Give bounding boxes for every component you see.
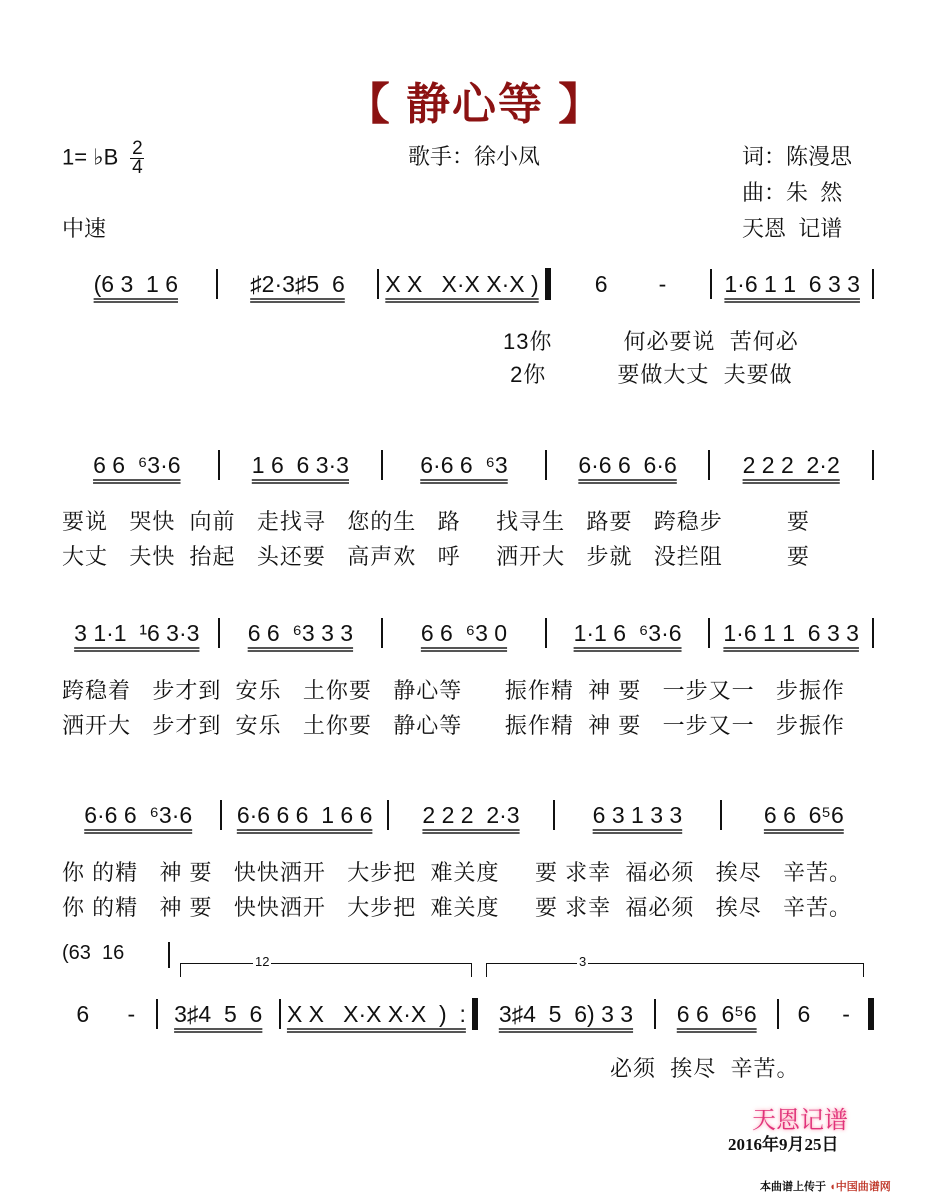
song-title: 【 静心等 】 [345, 80, 605, 129]
measure: 6·6 6 ⁶3·6 [84, 801, 193, 828]
lyrics-line: 要说 哭快 向前 走找寻 您的生 路 找寻生 路要 跨稳步 要 [62, 509, 810, 534]
tempo: 中速 [62, 216, 107, 241]
measure: (6 3 1 6 [93, 270, 179, 297]
measure: 6 6 6⁵6 [676, 1000, 757, 1027]
repeat-end [472, 998, 478, 1030]
footer [760, 1178, 891, 1194]
lyrics-line: 大丈 夫快 抬起 头还要 高声欢 呼 洒开大 步就 没拦阻 要 [62, 544, 810, 569]
transcriber: 天恩 记谱 [742, 216, 843, 241]
measure: 1·1 6 ⁶3·6 [573, 619, 682, 646]
pickup-notes: (63 16 [62, 942, 125, 964]
lyrics-line: 跨稳着 步才到 安乐 土你要 静心等 振作精 神 要 一步又一 步振作 [62, 678, 845, 703]
lyrics-line: 洒开大 步才到 安乐 土你要 静心等 振作精 神 要 一步又一 步振作 [62, 713, 845, 738]
measure: 2 2 2 2·2 [742, 451, 840, 478]
measure: 6 - [797, 1000, 850, 1027]
measure: 6 6 6⁵6 [763, 801, 844, 828]
measure: 6 - [594, 270, 667, 297]
barline [168, 942, 170, 968]
lyrics-line: 必须 挨尽 辛苦。 [610, 1056, 800, 1081]
lyrics-line: 你 的精 神 要 快快洒开 大步把 难关度 要 求幸 福必须 挨尽 辛苦。 [62, 895, 853, 920]
site-logo[interactable]: ◖中国曲谱网 [829, 1181, 891, 1193]
footer-text: 本曲谱上传于 [760, 1181, 826, 1193]
time-bottom: 4 [132, 157, 143, 178]
final-barline [868, 998, 874, 1030]
music-system-4 [62, 800, 880, 830]
measure: 3♯4 5 6 [174, 1000, 263, 1027]
repeat-start [545, 268, 551, 300]
lyrics-line: 2你 要做大丈 夫要做 [62, 362, 793, 387]
transcriber-stamp: 天恩记谱 [752, 1106, 848, 1134]
date: 2016年9月25日 [728, 1135, 839, 1154]
time-top: 2 [132, 138, 143, 159]
measure: 1·6 1 1 6 3 3 [724, 270, 860, 297]
measure: 3 1·1 ¹6 3·3 [74, 619, 200, 646]
volta-bracket-1 [180, 954, 472, 977]
measure: 6 - [76, 1000, 136, 1027]
measure: 6 3 1 3 3 [592, 801, 683, 828]
measure: 1·6 1 1 6 3 3 [723, 619, 859, 646]
site-link[interactable]: 中国曲谱网 [835, 1181, 891, 1193]
measure: 3♯4 5 6) 3 3 [498, 1000, 634, 1027]
key-signature [62, 140, 144, 177]
lyrics-line: 13你 何必要说 苦何必 [62, 329, 799, 354]
key-label: 1= ♭B [62, 144, 119, 170]
measure: X X X·X X·X ) [385, 270, 539, 297]
music-system-2 [62, 450, 880, 480]
music-system-3 [62, 618, 880, 648]
measure: ♯2·3♯5 6 [250, 270, 345, 297]
composer: 曲：朱 然 [742, 180, 843, 205]
measure: 2 2 2 2·3 [422, 801, 520, 828]
lyricist: 词：陈漫思 [742, 144, 853, 169]
volta-label: 12 [255, 954, 270, 969]
volta-label: 3 [579, 954, 587, 969]
time-signature [130, 140, 144, 177]
music-system-1 [62, 268, 880, 300]
measure: 6·6 6 6·6 [578, 451, 677, 478]
volta-bracket-2 [486, 954, 864, 977]
music-system-5 [62, 998, 880, 1030]
measure: 6 6 ⁶3 0 [420, 619, 508, 646]
measure: 6·6 6 ⁶3 [420, 451, 508, 478]
singer: 歌手：徐小凤 [408, 144, 541, 169]
measure: 6·6 6 6 1 6 6 [236, 801, 373, 828]
measure: 6 6 ⁶3·6 [93, 451, 181, 478]
lyrics-line: 你 的精 神 要 快快洒开 大步把 难关度 要 求幸 福必须 挨尽 辛苦。 [62, 860, 853, 885]
measure: X X X·X X·X ) : [286, 1000, 466, 1027]
measure: 1 6 6 3·3 [251, 451, 349, 478]
measure: 6 6 ⁶3 3 3 [247, 619, 354, 646]
